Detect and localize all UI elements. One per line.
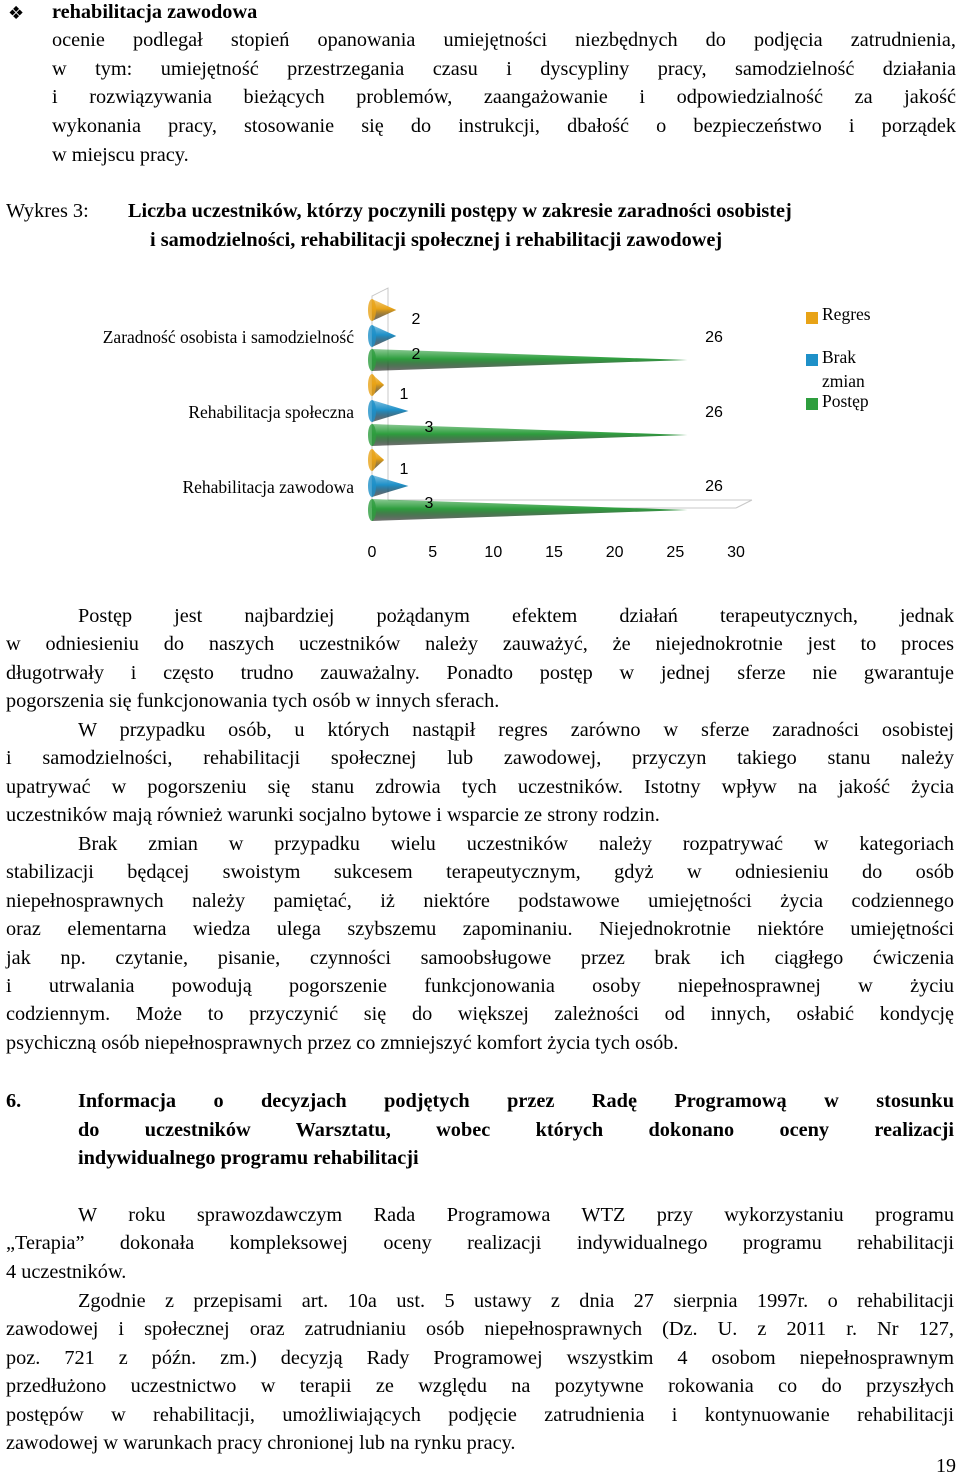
bar-regres-0-base [368, 299, 376, 321]
paragraph-line: i utrwalania powodują pogorszenie funkcjonowania osoby niepełnosprawnej w życiu [6, 975, 954, 997]
data-label-regres-2: 1 [399, 461, 409, 478]
x-tick-label: 15 [545, 544, 563, 561]
bar-postep-0-base [368, 349, 376, 371]
chart-back-frame [372, 288, 388, 508]
data-label-brak-1: 3 [424, 419, 434, 436]
bar-postep-2 [372, 499, 687, 521]
page-number: 19 [936, 1455, 956, 1477]
paragraph-line: i samodzielności, rehabilitacji społecznej lub zawodowej, przyczyn takiego stanu należy [6, 747, 954, 770]
paragraph-line: uczestników mają również warunki socjalno bytowe i wsparcie ze strony rodzin. [6, 804, 660, 827]
data-label-regres-1: 1 [399, 386, 409, 403]
paragraph-line: długotrwały i często trudno zauważalny. Ponadto postęp w jednej sferze nie gwarantuje [6, 661, 954, 684]
bar-postep-1-base [368, 424, 376, 446]
paragraph-line: upatrywać w pogorszeniu się stanu zdrowia tych uczestników. Istotny wpływ na jakość życia [6, 775, 954, 798]
paragraph-line: Zgodnie z przepisami art. 10a ust. 5 ustawy z dnia 27 sierpnia 1997r. o rehabilitacji [78, 1290, 954, 1312]
heading-line: Informacja o decyzjach podjętych przez Radę Programową w stosunku [78, 1090, 954, 1112]
paragraph-line: W roku sprawozdawczym Rada Programowa WTZ przy wykorzystaniu programu [78, 1204, 954, 1226]
legend-swatch-regres [806, 312, 818, 324]
data-label-postep-1: 26 [705, 404, 723, 421]
data-label-regres-0: 2 [411, 311, 421, 328]
data-label-brak-0: 2 [411, 346, 421, 363]
legend-swatch-brak [806, 354, 818, 366]
bar-brak-1 [372, 400, 408, 422]
paragraph-line: postępów w rehabilitacji, umożliwiających podjęcie zatrudnienia i kontynuowanie rehabilitacji [6, 1403, 954, 1426]
heading-line: indywidualnego programu rehabilitacji [78, 1147, 419, 1169]
x-tick-label: 10 [484, 544, 503, 561]
diamond-bullet-icon: ❖ [8, 3, 25, 24]
paragraph-line: jak np. czytanie, pisanie, czynności samoobsługowe przez brak ich ciągłego ćwiczenia [6, 946, 954, 969]
paragraph-line: pogorszenia się funkcjonowania tych osób w innych sferach. [6, 690, 500, 713]
heading-number: 6. [6, 1090, 22, 1112]
paragraph-line: 4 uczestników. [6, 1260, 127, 1283]
x-tick-label: 30 [727, 544, 745, 561]
paragraph-line: w odniesieniu do naszych uczestników należy zauważyć, że niejednokrotnie jest to proces [6, 633, 954, 656]
bar-chart [0, 280, 960, 580]
section-line: wykonania pracy, stosowanie się do instrukcji, dbałość o bezpieczeństwo i porządek [52, 115, 956, 138]
legend-swatch-postep [806, 398, 818, 410]
bar-regres-2-base [368, 449, 376, 471]
section-line: w miejscu pracy. [52, 143, 189, 166]
paragraph-line: oraz elementarna wiedza ulega szybszemu zapominaniu. Niejednokrotnie niektóre umiejętności [6, 918, 954, 941]
legend-label-brak-1: Brak [822, 347, 857, 367]
paragraph-line: zawodowej w warunkach pracy chronionej lub na rynku pracy. [6, 1432, 516, 1454]
paragraph-line: zawodowej i społecznej oraz zatrudnianiu osób niepełnosprawnych (Dz. U. z 2011 r. Nr 127, [6, 1318, 954, 1341]
paragraph-line: „Terapia” dokonała kompleksowej oceny realizacji indywidualnego programu rehabilitacji [6, 1232, 954, 1255]
data-label-brak-2: 3 [424, 495, 434, 512]
bar-brak-0-base [368, 325, 376, 347]
section-line: w tym: umiejętność przestrzegania czasu i dyscypliny pracy, samodzielność działania [52, 57, 956, 80]
legend-label-brak-2: zmian [822, 371, 865, 391]
bar-brak-1-base [368, 400, 376, 422]
paragraph-line: W przypadku osób, u których nastąpił regres zarówno w sferze zaradności osobistej [78, 719, 954, 741]
bar-brak-2-base [368, 475, 376, 497]
paragraph-line: Brak zmian w przypadku wielu uczestników należy rozpatrywać w kategoriach [78, 833, 954, 855]
bar-regres-1-base [368, 374, 376, 396]
section-line: ocenie podlegał stopień opanowania umiejętności niezbędnych do podjęcia zatrudnienia, [52, 29, 956, 51]
chart-caption-line1: Liczba uczestników, którzy poczynili postępy w zakresie zaradności osobistej [128, 200, 792, 222]
paragraph-line: stabilizacji będącej swoistym sukcesem terapeutycznym, gdyż w odniesieniu do osób [6, 861, 954, 884]
paragraph-line: codziennym. Może to przyczynić się do większej zależności od innych, osłabić kondycję [6, 1003, 954, 1026]
legend-label-regres: Regres [822, 304, 871, 324]
paragraph-line: niepełnosprawnych należy pamiętać, iż niektóre podstawowe umiejętności życia codziennego [6, 889, 954, 912]
x-tick-label: 0 [367, 544, 377, 561]
heading-line: do uczestników Warsztatu, wobec których dokonano oceny realizacji [78, 1118, 954, 1141]
data-label-postep-2: 26 [705, 478, 723, 495]
chart-floor-right [736, 500, 752, 508]
bar-postep-1 [372, 424, 687, 446]
bar-postep-2-base [368, 499, 376, 521]
data-label-postep-0: 26 [705, 329, 723, 346]
category-label-2: Rehabilitacja zawodowa [182, 477, 354, 497]
legend-label-postep: Postęp [822, 391, 869, 411]
paragraph-line: poz. 721 z późn. zm.) decyzją Rady Programowej wszystkim 4 osobom niepełnosprawnym [6, 1346, 954, 1369]
chart-caption-label: Wykres 3: [6, 200, 89, 222]
paragraph-line: Postęp jest najbardziej pożądanym efektem działań terapeutycznych, jednak [78, 605, 954, 627]
x-tick-label: 20 [605, 544, 624, 561]
section-heading: rehabilitacja zawodowa [52, 1, 258, 23]
category-label-0: Zaradność osobista i samodzielność [102, 327, 354, 347]
chart-caption-line2: i samodzielności, rehabilitacji społecznej i rehabilitacji zawodowej [150, 229, 723, 251]
bar-brak-2 [372, 475, 408, 497]
x-tick-label: 25 [666, 544, 685, 561]
paragraph-line: psychiczną osób niepełnosprawnych przez co zmniejszyć komfort życia tych osób. [6, 1031, 679, 1054]
paragraph-line: przedłużono uczestnictwo w terapii ze względu na pozytywne rokowania co do przyszłych [6, 1375, 954, 1398]
x-tick-label: 5 [428, 544, 438, 561]
category-label-1: Rehabilitacja społeczna [188, 402, 354, 422]
chart-canvas [0, 280, 960, 580]
section-line: i rozwiązywania bieżących problemów, zaangażowanie i odpowiedzialność za jakość [52, 86, 956, 109]
